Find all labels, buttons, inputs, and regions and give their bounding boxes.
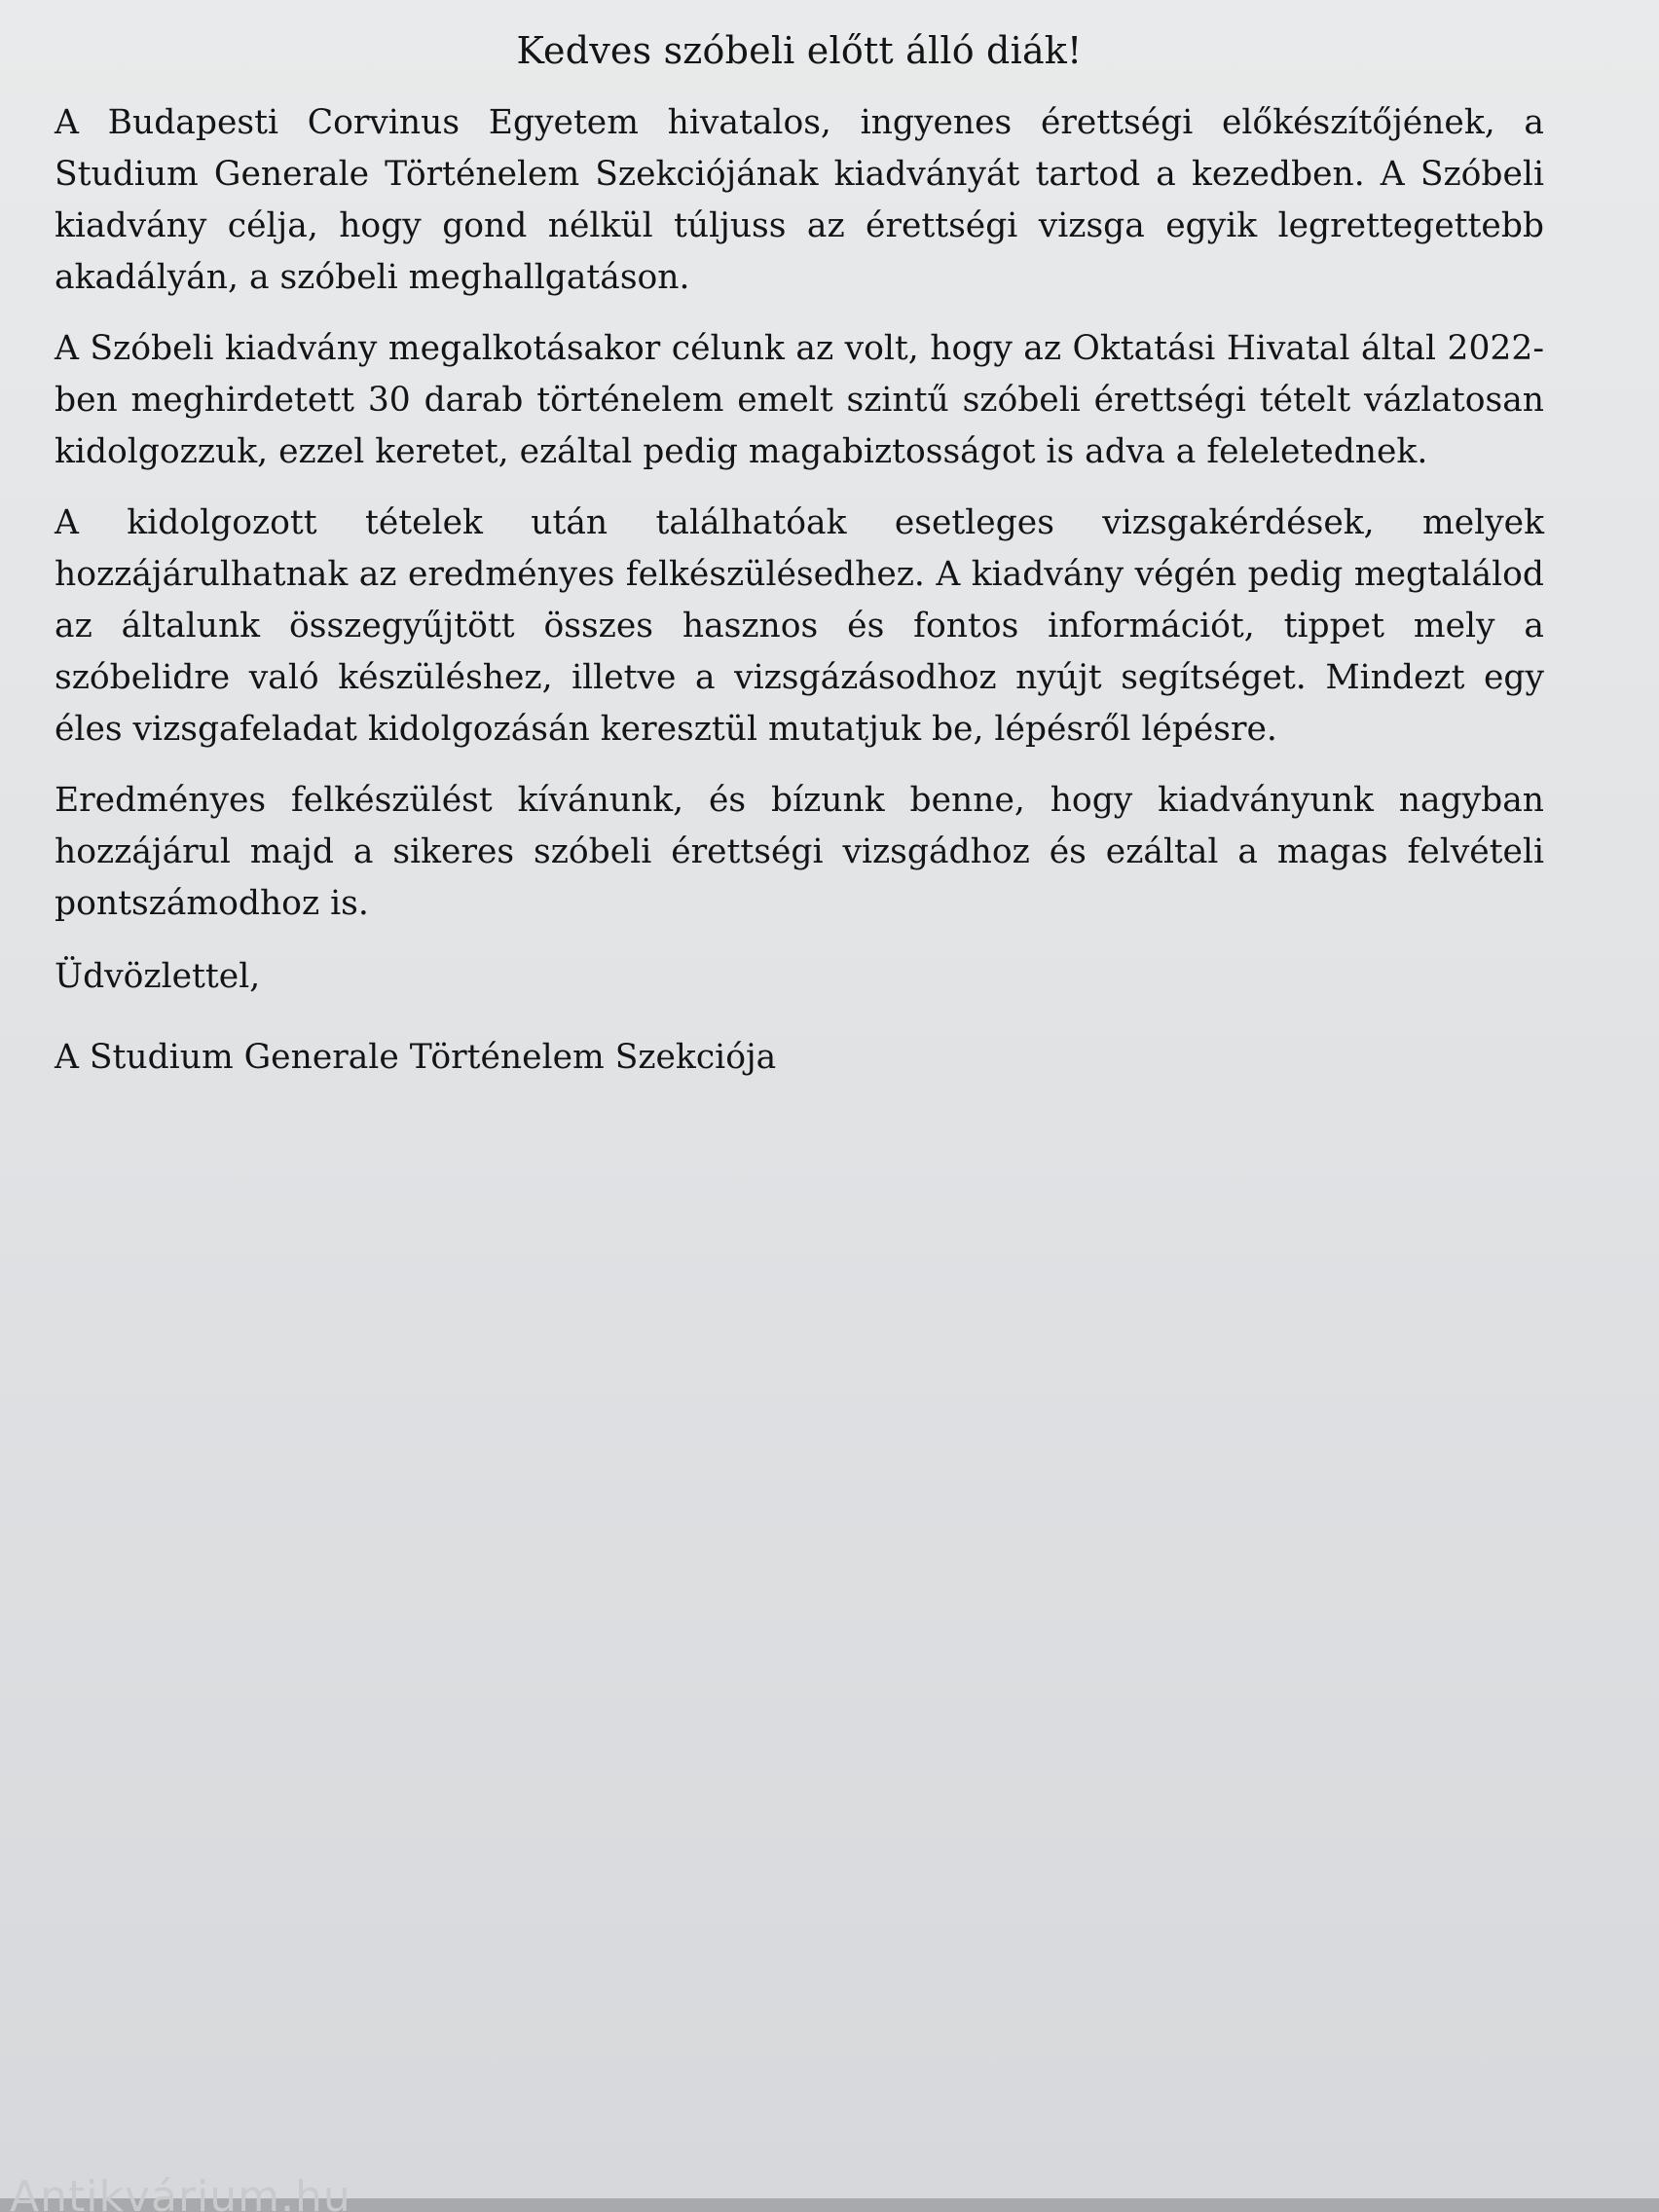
page-title: Kedves szóbeli előtt álló diák! xyxy=(516,29,1083,72)
watermark-text: Antikvárium.hu xyxy=(10,2172,351,2212)
paragraph-goal: A Szóbeli kiadvány megalkotásakor célunk az volt, hogy az Oktatási Hivatal által 2022-ben meghirdetett 30 darab történelem emelt szintű szóbeli érettségi tételt vázlatosan kidolgozzuk, ezzel keretet, ezáltal pedig magabiztosságot is adva a feleletednek. xyxy=(55,329,1544,471)
signature: A Studium Generale Történelem Szekciója xyxy=(55,1038,777,1077)
closing-greeting: Üdvözlettel, xyxy=(55,957,261,996)
document-content xyxy=(55,29,1544,1084)
paragraph-intro: A Budapesti Corvinus Egyetem hivatalos, ingyenes érettségi előkészítőjének, a Studium Generale Történelem Szekciójának kiadványát tartod a kezedben. A Szóbeli kiadvány célja, hogy gond nélkül túljuss az érettségi vizsga egyik legrettegettebb akadályán, a szóbeli meghallgatáson. xyxy=(55,103,1544,297)
paragraph-wishes: Eredményes felkészülést kívánunk, és bízunk benne, hogy kiadványunk nagyban hozzájárul majd a sikeres szóbeli érettségi vizsgádhoz és ezáltal a magas felvételi pontszámodhoz is. xyxy=(55,781,1544,923)
paragraph-contents: A kidolgozott tételek után találhatóak esetleges vizsgakérdések, melyek hozzájárulhatnak az eredményes felkészülésedhez. A kiadvány végén pedig megtalálod az általunk összegyűjtött összes hasznos és fontos információt, tippet mely a szóbelidre való készüléshez, illetve a vizsgázásodhoz nyújt segítséget. Mindezt egy éles vizsgafeladat kidolgozásán keresztül mutatjuk be, lépésről lépésre. xyxy=(55,503,1544,749)
